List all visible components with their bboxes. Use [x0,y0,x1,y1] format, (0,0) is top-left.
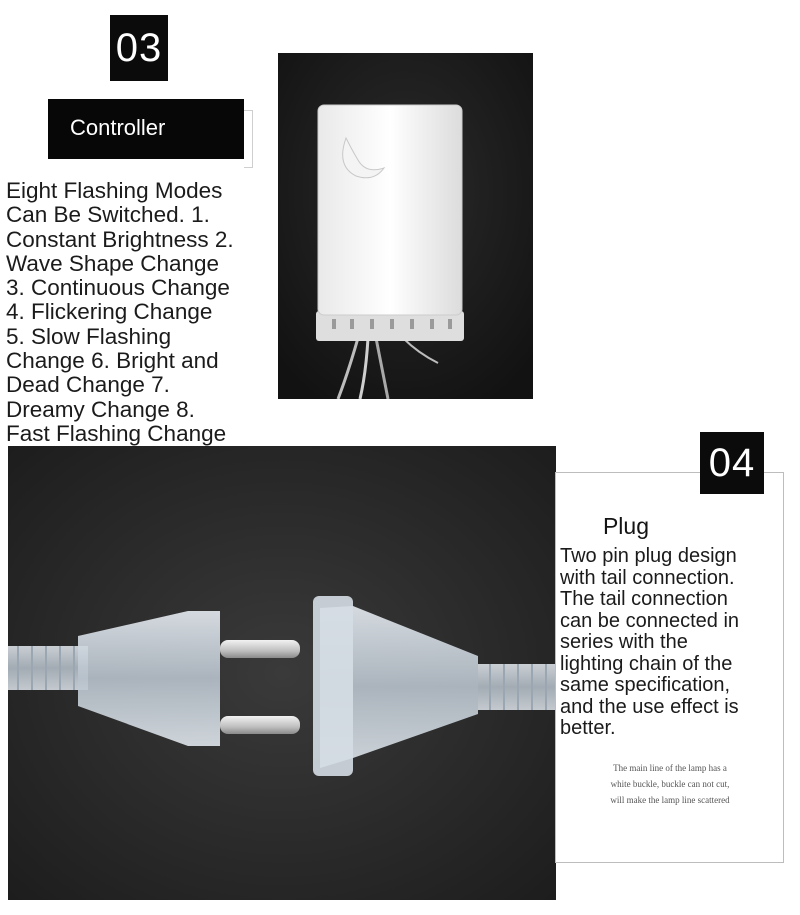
heading-decor-line [244,110,253,168]
controller-description: Eight Flashing Modes Can Be Switched. 1. Constant Brightness 2. Wave Shape Change 3. Continuous Change 4. Flickering Change 5. Slow Flashing Change 6. Bright and Dead Change 7. Dreamy Change 8. Fast Flashing Change [6,178,234,446]
controller-photo [278,53,533,399]
plug-photo [8,446,556,900]
controller-heading: Controller [70,115,166,140]
section-number-04: 04 [700,432,764,494]
controller-illustration [278,53,533,399]
plug-description: Two pin plug design with tail connection. The tail connection can be connected in series with the lighting chain of the same specification, and the use effect is better. [560,545,740,739]
plug-note: The main line of the lamp has a white buckle, buckle can not cut, will make the lamp line scattered [610,763,730,805]
plug-heading: Plug [602,513,650,539]
plug-illustration [8,446,556,900]
section-number-03: 03 [110,15,168,81]
